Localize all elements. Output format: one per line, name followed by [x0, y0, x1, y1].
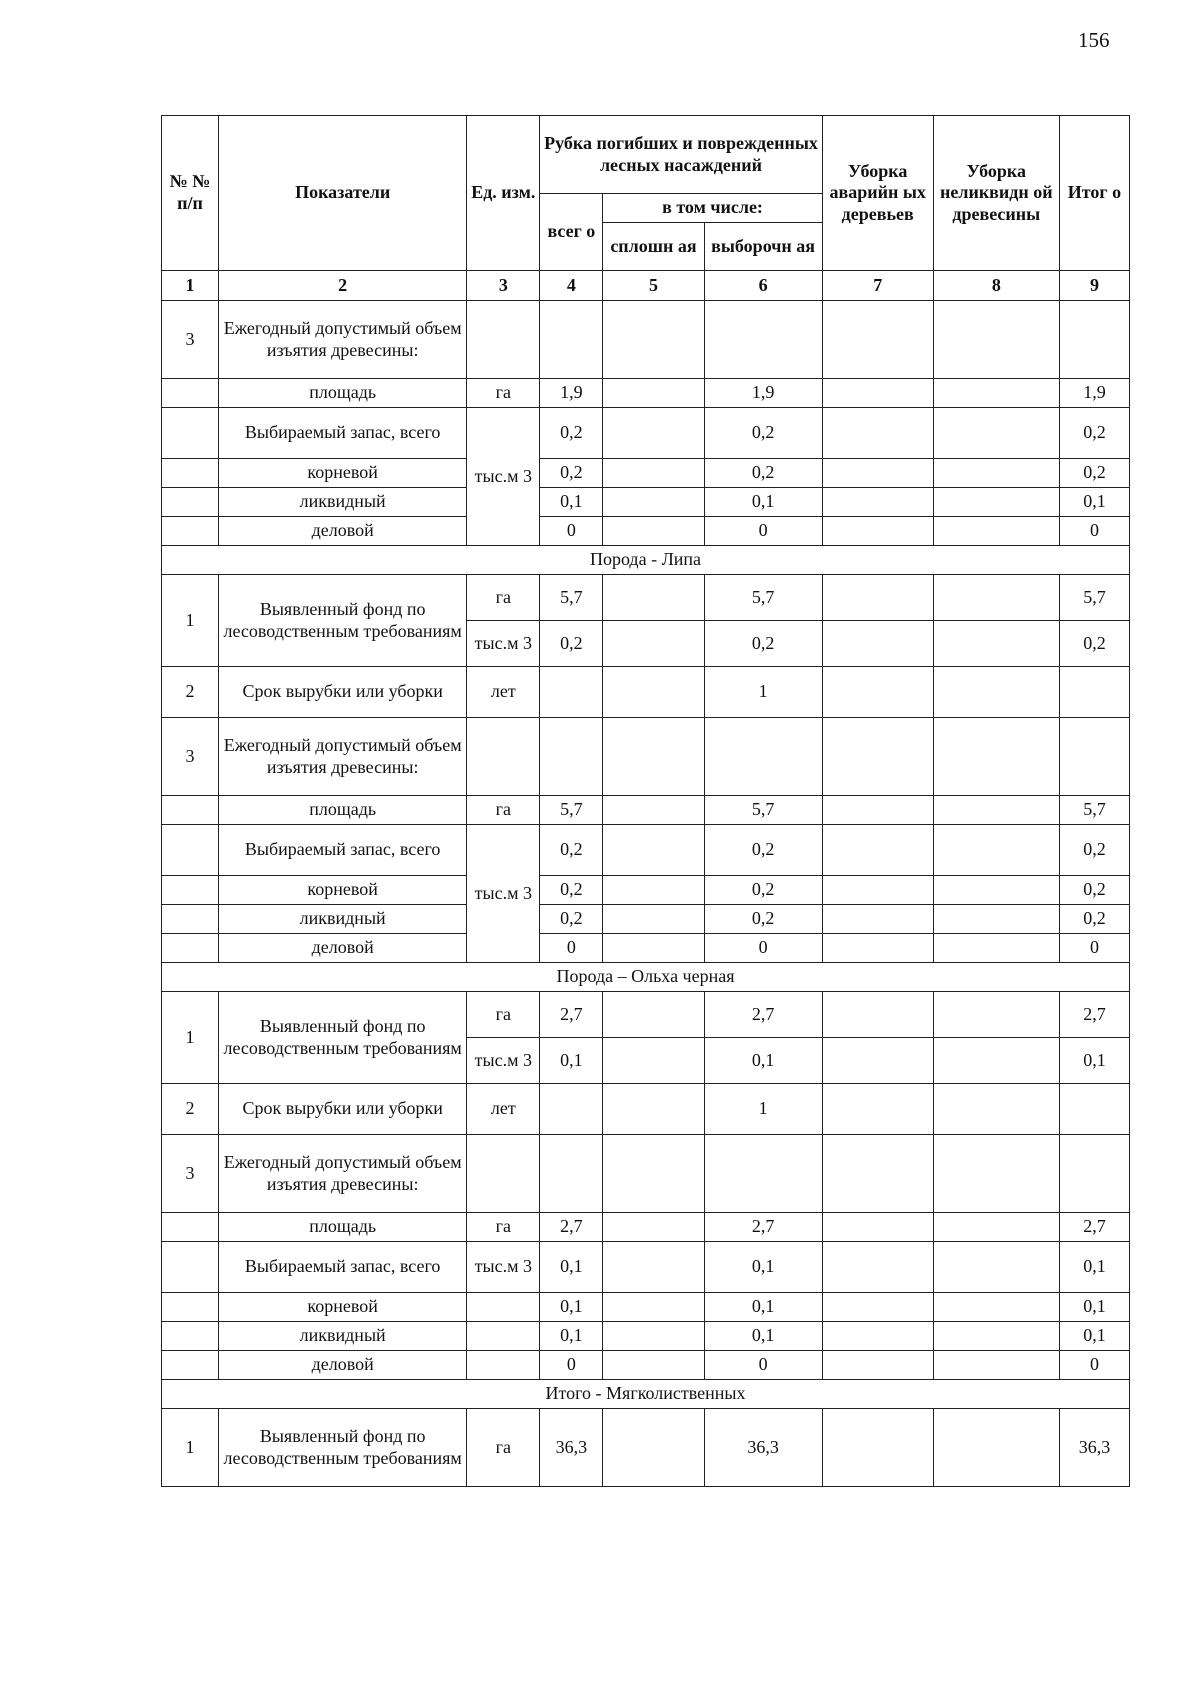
- cell-col4: 0: [540, 1351, 603, 1380]
- cell-col4: 0,2: [540, 621, 603, 667]
- cell-col6: 0,2: [704, 905, 822, 934]
- table-row: [162, 301, 1130, 379]
- cell-col5: [603, 1038, 704, 1084]
- cell-col9: 1,9: [1059, 379, 1129, 408]
- cell-col6: 0,1: [704, 1322, 822, 1351]
- row-num: [162, 379, 219, 408]
- table-row: [162, 905, 1130, 934]
- row-num: [162, 825, 219, 876]
- cell-col7: [822, 796, 933, 825]
- table-row: [162, 379, 1130, 408]
- cell-col6: 1: [704, 667, 822, 718]
- row-num: 2: [162, 1084, 219, 1135]
- row-num: [162, 876, 219, 905]
- cell-col7: [822, 459, 933, 488]
- row-num: [162, 517, 219, 546]
- row-unit: га: [467, 796, 540, 825]
- cell: [603, 301, 704, 379]
- row-label: ликвидный: [219, 488, 467, 517]
- cell: [704, 301, 822, 379]
- colnum: 6: [704, 271, 822, 301]
- row-unit: тыс.м 3: [467, 408, 540, 546]
- cell-col4: 5,7: [540, 575, 603, 621]
- table-row: [162, 1293, 1130, 1322]
- cell-col8: [933, 488, 1059, 517]
- table-row: [162, 1213, 1130, 1242]
- row-num: [162, 905, 219, 934]
- cell-col6: 5,7: [704, 575, 822, 621]
- cell-col7: [822, 1213, 933, 1242]
- cell-col9: 2,7: [1059, 992, 1129, 1038]
- header-indicator: Показатели: [219, 116, 467, 271]
- cell-col5: [603, 575, 704, 621]
- row-num: 1: [162, 992, 219, 1084]
- row-label: деловой: [219, 517, 467, 546]
- cell-col7: [822, 621, 933, 667]
- row-unit: га: [467, 992, 540, 1038]
- cell-col7: [822, 934, 933, 963]
- cell-col5: [603, 1351, 704, 1380]
- cell: [933, 301, 1059, 379]
- cell-col5: [603, 992, 704, 1038]
- cell-col4: 36,3: [540, 1409, 603, 1487]
- page-number: 156: [1078, 28, 1110, 52]
- table-row: [162, 517, 1130, 546]
- cell-col8: [933, 621, 1059, 667]
- cell-col6: 0: [704, 517, 822, 546]
- cell-col7: [822, 825, 933, 876]
- cell-col9: 0,2: [1059, 459, 1129, 488]
- cell-col9: 0: [1059, 517, 1129, 546]
- cell-col7: [822, 992, 933, 1038]
- cell-col9: 0,2: [1059, 876, 1129, 905]
- row-unit: тыс.м 3: [467, 1038, 540, 1084]
- cell-col5: [603, 1322, 704, 1351]
- table-row: [162, 1322, 1130, 1351]
- cell-col8: [933, 876, 1059, 905]
- cell-col5: [603, 825, 704, 876]
- cell: [1059, 718, 1129, 796]
- cell-col7: [822, 379, 933, 408]
- header-unit: Ед. изм.: [467, 116, 540, 271]
- row-label: корневой: [219, 1293, 467, 1322]
- cell-col8: [933, 459, 1059, 488]
- table-row: [162, 1084, 1130, 1135]
- cell-col4: 2,7: [540, 1213, 603, 1242]
- header-num: № № п/п: [162, 116, 219, 271]
- table-row: [162, 1242, 1130, 1293]
- cell-col9: [1059, 1084, 1129, 1135]
- cell-col8: [933, 575, 1059, 621]
- cell-col8: [933, 1242, 1059, 1293]
- row-num: 3: [162, 301, 219, 379]
- cell-col4: 0,2: [540, 905, 603, 934]
- cell-col5: [603, 1409, 704, 1487]
- table-row: [162, 934, 1130, 963]
- header-illiquid: Уборка неликвидн ой древесины: [933, 116, 1059, 271]
- cell-col6: 0,1: [704, 1038, 822, 1084]
- cell-col7: [822, 1351, 933, 1380]
- cell-col8: [933, 1293, 1059, 1322]
- table-row: [162, 459, 1130, 488]
- row-unit: [467, 1351, 540, 1380]
- cell-col4: 0,2: [540, 876, 603, 905]
- cell-col8: [933, 379, 1059, 408]
- section-row: [162, 963, 1130, 992]
- row-label: Выбираемый запас, всего: [219, 1242, 467, 1293]
- cell-col7: [822, 1038, 933, 1084]
- cell-col8: [933, 1084, 1059, 1135]
- cell: [540, 1135, 603, 1213]
- cell-col6: 2,7: [704, 1213, 822, 1242]
- row-unit: [467, 1322, 540, 1351]
- cell-col4: 0,2: [540, 408, 603, 459]
- table-row: [162, 992, 1130, 1038]
- cell-col9: 0,2: [1059, 825, 1129, 876]
- cell-col6: 1,9: [704, 379, 822, 408]
- cell: [933, 718, 1059, 796]
- cell-col5: [603, 379, 704, 408]
- header-including: в том числе:: [603, 194, 822, 223]
- cell-col4: 0,1: [540, 1038, 603, 1084]
- cell-col5: [603, 905, 704, 934]
- cell-col7: [822, 517, 933, 546]
- cell-col5: [603, 1293, 704, 1322]
- header-selective: выборочн ая: [704, 223, 822, 271]
- colnum: 2: [219, 271, 467, 301]
- cell-col7: [822, 1322, 933, 1351]
- row-label: площадь: [219, 796, 467, 825]
- row-num: [162, 1351, 219, 1380]
- row-label: Выявленный фонд по лесоводственным требованиям: [219, 1409, 467, 1487]
- cell-col8: [933, 934, 1059, 963]
- cell-col5: [603, 517, 704, 546]
- cell-col4: 0: [540, 934, 603, 963]
- cell-col8: [933, 517, 1059, 546]
- cell-col8: [933, 667, 1059, 718]
- cell: [933, 1135, 1059, 1213]
- cell-col8: [933, 1322, 1059, 1351]
- table-row: [162, 1135, 1130, 1213]
- cell-col5: [603, 934, 704, 963]
- cell-col4: 0,1: [540, 1322, 603, 1351]
- cell-col9: 0,1: [1059, 488, 1129, 517]
- cell-col6: 36,3: [704, 1409, 822, 1487]
- row-num: [162, 488, 219, 517]
- header-felling: Рубка погибших и поврежденных лесных насаждений: [540, 116, 822, 194]
- section-row: [162, 1380, 1130, 1409]
- cell: [467, 301, 540, 379]
- colnum: 1: [162, 271, 219, 301]
- cell-col6: 5,7: [704, 796, 822, 825]
- row-label: Ежегодный допустимый объем изъятия древесины:: [219, 301, 467, 379]
- cell: [603, 1135, 704, 1213]
- cell: [1059, 1135, 1129, 1213]
- table-row: [162, 1351, 1130, 1380]
- row-unit: га: [467, 1409, 540, 1487]
- cell: [540, 301, 603, 379]
- table-row: [162, 825, 1130, 876]
- cell: [822, 301, 933, 379]
- table-row: [162, 488, 1130, 517]
- row-label: деловой: [219, 934, 467, 963]
- cell-col7: [822, 876, 933, 905]
- cell-col4: 1,9: [540, 379, 603, 408]
- cell-col9: 0,2: [1059, 621, 1129, 667]
- row-num: [162, 1213, 219, 1242]
- cell-col5: [603, 621, 704, 667]
- cell-col8: [933, 408, 1059, 459]
- row-label: корневой: [219, 876, 467, 905]
- row-num: [162, 1242, 219, 1293]
- row-label: Ежегодный допустимый объем изъятия древесины:: [219, 1135, 467, 1213]
- cell: [467, 718, 540, 796]
- cell-col5: [603, 1242, 704, 1293]
- header-clear: сплошн ая: [603, 223, 704, 271]
- cell-col9: 5,7: [1059, 575, 1129, 621]
- row-unit: [467, 1293, 540, 1322]
- table-row: [162, 876, 1130, 905]
- row-label: Выбираемый запас, всего: [219, 825, 467, 876]
- cell-col7: [822, 1242, 933, 1293]
- cell-col9: 2,7: [1059, 1213, 1129, 1242]
- row-label: Срок вырубки или уборки: [219, 667, 467, 718]
- cell-col8: [933, 825, 1059, 876]
- cell: [1059, 301, 1129, 379]
- colnum: 9: [1059, 271, 1129, 301]
- cell-col6: 0,1: [704, 488, 822, 517]
- table-row: [162, 408, 1130, 459]
- cell-col6: 0,2: [704, 825, 822, 876]
- cell-col8: [933, 1213, 1059, 1242]
- cell-col4: 2,7: [540, 992, 603, 1038]
- cell-col6: 0,2: [704, 876, 822, 905]
- row-num: [162, 1322, 219, 1351]
- cell-col4: [540, 1084, 603, 1135]
- cell-col9: 0,1: [1059, 1242, 1129, 1293]
- cell-col4: 0,2: [540, 459, 603, 488]
- cell-col5: [603, 408, 704, 459]
- cell-col6: 0,2: [704, 621, 822, 667]
- cell-col4: 0,2: [540, 825, 603, 876]
- row-label: Срок вырубки или уборки: [219, 1084, 467, 1135]
- cell-col9: 0: [1059, 934, 1129, 963]
- cell-col7: [822, 1409, 933, 1487]
- table-row: [162, 575, 1130, 621]
- cell-col6: 0,1: [704, 1242, 822, 1293]
- cell-col8: [933, 1038, 1059, 1084]
- cell: [822, 1135, 933, 1213]
- row-unit: га: [467, 379, 540, 408]
- row-num: [162, 796, 219, 825]
- colnum: 5: [603, 271, 704, 301]
- row-label: площадь: [219, 1213, 467, 1242]
- cell: [540, 718, 603, 796]
- table-row: [162, 796, 1130, 825]
- row-label: ликвидный: [219, 1322, 467, 1351]
- cell-col6: 0,2: [704, 459, 822, 488]
- row-num: [162, 1293, 219, 1322]
- cell-col5: [603, 876, 704, 905]
- cell-col9: 0,2: [1059, 408, 1129, 459]
- table-row: [162, 667, 1130, 718]
- cell-col5: [603, 667, 704, 718]
- header-total: Итог о: [1059, 116, 1129, 271]
- row-unit: тыс.м 3: [467, 621, 540, 667]
- row-unit: тыс.м 3: [467, 1242, 540, 1293]
- row-num: 3: [162, 1135, 219, 1213]
- cell-col4: 0,1: [540, 1242, 603, 1293]
- cell-col7: [822, 1084, 933, 1135]
- row-label: деловой: [219, 1351, 467, 1380]
- cell-col9: 0: [1059, 1351, 1129, 1380]
- cell-col8: [933, 992, 1059, 1038]
- row-num: 1: [162, 575, 219, 667]
- cell-col8: [933, 1351, 1059, 1380]
- row-unit: лет: [467, 667, 540, 718]
- row-num: [162, 408, 219, 459]
- row-unit: лет: [467, 1084, 540, 1135]
- table-row: [162, 1409, 1130, 1487]
- header-emergency: Уборка аварийн ых деревьев: [822, 116, 933, 271]
- cell-col7: [822, 905, 933, 934]
- cell-col9: 0,1: [1059, 1322, 1129, 1351]
- cell-col5: [603, 488, 704, 517]
- cell-col9: 5,7: [1059, 796, 1129, 825]
- cell-col6: 0,2: [704, 408, 822, 459]
- section-title: Итого - Мягколиственных: [162, 1380, 1130, 1409]
- cell-col9: [1059, 667, 1129, 718]
- row-num: 3: [162, 718, 219, 796]
- cell-col6: 1: [704, 1084, 822, 1135]
- header-total-sub: всег о: [540, 194, 603, 271]
- row-label: ликвидный: [219, 905, 467, 934]
- cell-col4: 0,1: [540, 1293, 603, 1322]
- cell: [822, 718, 933, 796]
- row-unit: га: [467, 575, 540, 621]
- colnum: 3: [467, 271, 540, 301]
- table-row: [162, 718, 1130, 796]
- cell-col8: [933, 1409, 1059, 1487]
- cell: [603, 718, 704, 796]
- cell: [704, 718, 822, 796]
- cell-col7: [822, 488, 933, 517]
- colnum: 4: [540, 271, 603, 301]
- cell-col9: 0,1: [1059, 1293, 1129, 1322]
- section-title: Порода – Ольха черная: [162, 963, 1130, 992]
- cell-col5: [603, 1213, 704, 1242]
- cell-col4: 0,1: [540, 488, 603, 517]
- section-title: Порода - Липа: [162, 546, 1130, 575]
- row-num: [162, 934, 219, 963]
- colnum: 7: [822, 271, 933, 301]
- cell-col5: [603, 1084, 704, 1135]
- forest-felling-table: [161, 115, 1130, 1487]
- cell: [704, 1135, 822, 1213]
- section-row: [162, 546, 1130, 575]
- cell-col4: 5,7: [540, 796, 603, 825]
- cell-col9: 36,3: [1059, 1409, 1129, 1487]
- cell-col7: [822, 575, 933, 621]
- row-unit: га: [467, 1213, 540, 1242]
- cell-col8: [933, 796, 1059, 825]
- row-label: корневой: [219, 459, 467, 488]
- cell-col6: 0: [704, 934, 822, 963]
- cell-col8: [933, 905, 1059, 934]
- row-label: Ежегодный допустимый объем изъятия древесины:: [219, 718, 467, 796]
- cell-col5: [603, 796, 704, 825]
- cell-col4: 0: [540, 517, 603, 546]
- cell-col9: 0,2: [1059, 905, 1129, 934]
- row-num: 2: [162, 667, 219, 718]
- cell-col6: 0,1: [704, 1293, 822, 1322]
- row-label: Выбираемый запас, всего: [219, 408, 467, 459]
- cell: [467, 1135, 540, 1213]
- row-label: площадь: [219, 379, 467, 408]
- row-label: Выявленный фонд по лесоводственным требованиям: [219, 575, 467, 667]
- cell-col4: [540, 667, 603, 718]
- row-unit: тыс.м 3: [467, 825, 540, 963]
- row-num: 1: [162, 1409, 219, 1487]
- cell-col6: 2,7: [704, 992, 822, 1038]
- column-numbers-row: [162, 271, 1130, 301]
- row-num: [162, 459, 219, 488]
- cell-col7: [822, 408, 933, 459]
- cell-col9: 0,1: [1059, 1038, 1129, 1084]
- cell-col7: [822, 667, 933, 718]
- colnum: 8: [933, 271, 1059, 301]
- row-label: Выявленный фонд по лесоводственным требованиям: [219, 992, 467, 1084]
- cell-col6: 0: [704, 1351, 822, 1380]
- cell-col5: [603, 459, 704, 488]
- cell-col7: [822, 1293, 933, 1322]
